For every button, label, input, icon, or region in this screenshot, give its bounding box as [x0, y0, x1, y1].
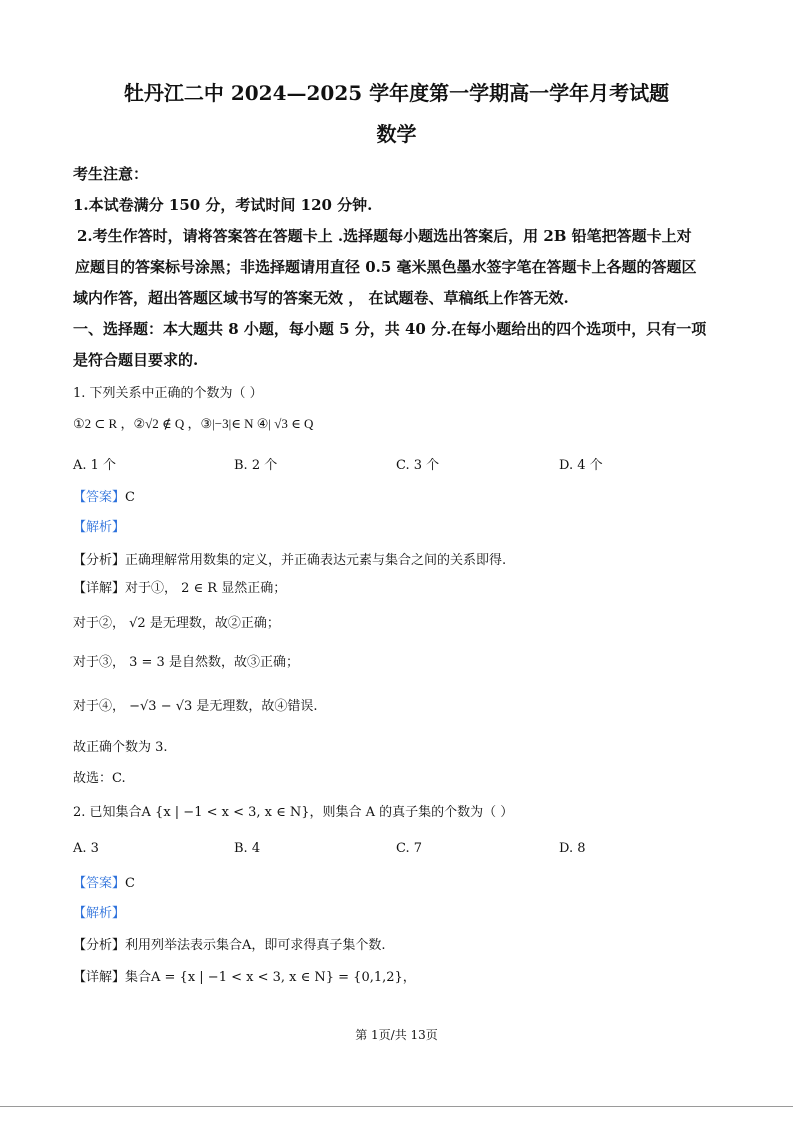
q1-detail-4: 对于④， −√3 − √3 是无理数，故④错误.	[73, 699, 318, 714]
q1-statements: ①2 ⊂ R ，②√2 ∉ Q ，③|−3|∈ N ④| √3 ∈ Q	[73, 416, 314, 431]
q1-fenxi-row	[73, 549, 506, 568]
q1-option-b: B. 2 个	[234, 458, 278, 473]
q2-option-c: C. 7	[396, 841, 423, 856]
bottom-divider	[0, 1106, 793, 1107]
q1-detail-row	[73, 577, 286, 596]
q2-fenxi: 利用列举法表示集合A，即可求得真子集个数.	[125, 938, 386, 953]
q2-fenxi-tag: 【分析】	[73, 938, 126, 953]
notice-heading: 考生注意：	[73, 165, 149, 183]
q1-detail-tag: 【详解】	[73, 581, 126, 596]
q2-option-a: A. 3	[73, 841, 99, 856]
notice-item-2-line-2: 应题目的答案标号涂黑；非选择题请用直径 0.5 毫米黑色墨水签字笔在答题卡上各题的答题区	[75, 258, 697, 276]
q2-detail: 集合A = {x | −1 < x < 3, x ∈ N} = {0,1,2}，	[125, 970, 416, 985]
q2-stem: 2. 已知集合A {x | −1 < x < 3, x ∈ N}，则集合 A 的真子集的个数为（ ）	[73, 805, 514, 820]
q1-answer-row	[73, 486, 135, 505]
section-heading-line-1: 一、选择题：本大题共 8 小题，每小题 5 分，共 40 分.在每小题给出的四个选项中，只有一项	[73, 320, 707, 338]
notice-item-2-line-3: 域内作答，超出答题区域书写的答案无效 ， 在试题卷、草稿纸上作答无效.	[73, 289, 569, 307]
subject-title: 数学	[376, 122, 417, 146]
q1-detail-3: 对于③， 3 = 3 是自然数，故③正确；	[73, 655, 299, 670]
q2-fenxi-row	[73, 934, 386, 953]
q1-conclusion: 故正确个数为 3.	[73, 740, 168, 755]
q1-answer: C	[125, 490, 135, 505]
notice-item-2-line-1: 2.考生作答时，请将答案答在答题卡上 .选择题每小题选出答案后，用 2B 铅笔把答题卡上对	[77, 227, 692, 245]
q1-fenxi-tag: 【分析】	[73, 553, 126, 568]
q2-answer: C	[125, 876, 135, 891]
q1-fenxi: 正确理解常用数集的定义，并正确表达元素与集合之间的关系即得.	[125, 553, 507, 568]
notice-item-1: 1.本试卷满分 150 分，考试时间 120 分钟.	[73, 196, 373, 214]
q2-answer-row	[73, 872, 135, 891]
q2-detail-row	[73, 966, 416, 985]
q1-detail-1: 对于①， 2 ∈ R 显然正确；	[125, 581, 287, 596]
q1-analysis-tag: 【解析】	[73, 520, 126, 535]
q1-stem: 1. 下列关系中正确的个数为（ ）	[73, 386, 263, 401]
q1-choice: 故选：C.	[73, 771, 126, 786]
q2-option-b: B. 4	[234, 841, 261, 856]
q2-detail-tag: 【详解】	[73, 970, 126, 985]
q1-option-d: D. 4 个	[559, 458, 603, 473]
q2-option-d: D. 8	[559, 841, 586, 856]
q2-answer-tag: 【答案】	[73, 876, 126, 891]
exam-title: 牡丹江二中 2024—2025 学年度第一学期高一学年月考试题	[123, 81, 670, 105]
q1-option-a: A. 1 个	[73, 458, 117, 473]
page-footer: 第 1页/共 13页	[355, 1028, 438, 1042]
q1-option-c: C. 3 个	[396, 458, 440, 473]
section-heading-line-2: 是符合题目要求的.	[73, 351, 199, 369]
q1-detail-2: 对于②， √2 是无理数，故②正确；	[73, 616, 280, 631]
q1-answer-tag: 【答案】	[73, 490, 126, 505]
q2-analysis-tag: 【解析】	[73, 906, 126, 921]
